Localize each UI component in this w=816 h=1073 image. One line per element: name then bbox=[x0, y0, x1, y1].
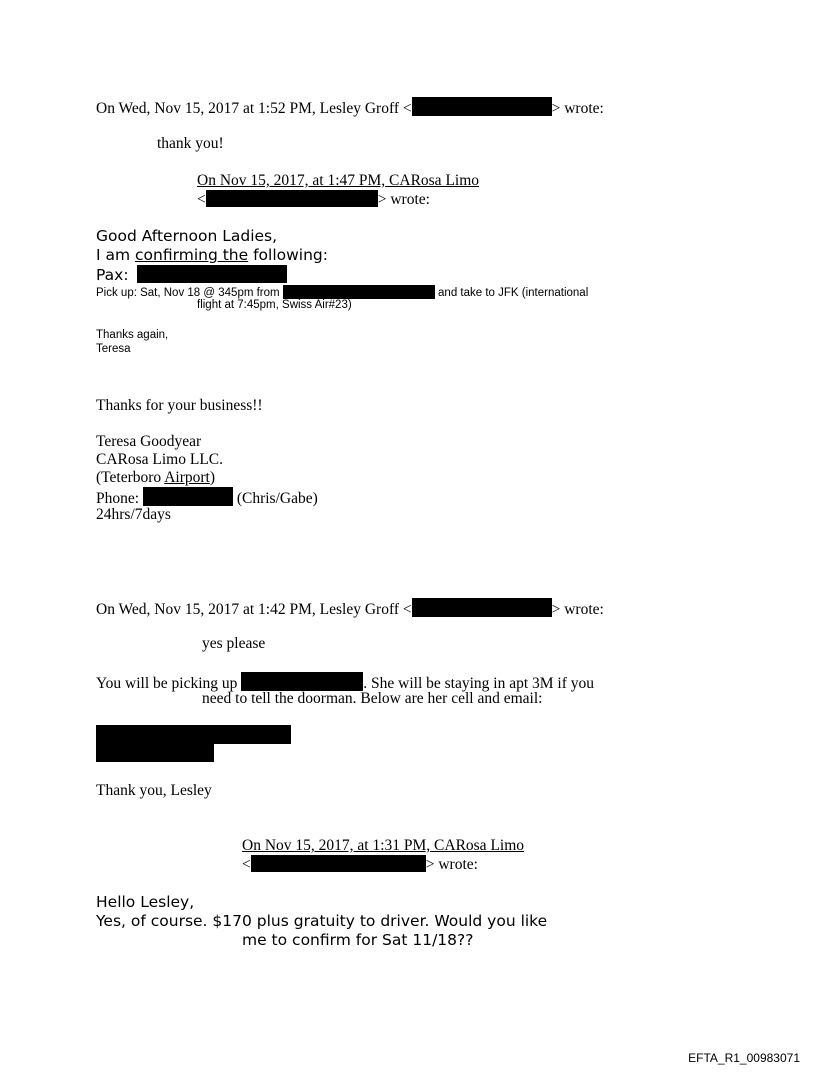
quote1-header-line1: On Nov 15, 2017, at 1:47 PM, CARosa Limo bbox=[197, 172, 480, 189]
quote1-confirm bbox=[96, 246, 328, 265]
phone-suffix: (Chris/Gabe) bbox=[236, 490, 318, 507]
quote2-header-line2 bbox=[242, 855, 478, 874]
email2-header bbox=[96, 598, 604, 619]
email1-header-suffix: > wrote: bbox=[551, 100, 604, 117]
signature-name: Teresa Goodyear bbox=[96, 433, 202, 450]
pickup-prefix: Pick up: Sat, Nov 18 @ 345pm from bbox=[96, 287, 280, 299]
quote1-header-wrote: > wrote: bbox=[377, 191, 430, 208]
location-post: ) bbox=[209, 469, 216, 486]
email1-header-prefix: On Wed, Nov 15, 2017 at 1:52 PM, Lesley Groff < bbox=[96, 100, 412, 117]
signature-phone bbox=[96, 487, 318, 508]
redacted-email bbox=[251, 855, 426, 872]
redacted-email bbox=[206, 190, 378, 207]
signature-thanks: Thanks for your business!! bbox=[96, 397, 263, 414]
signature-location bbox=[96, 469, 215, 487]
pickup-suffix: and take to JFK (international bbox=[438, 287, 589, 299]
quote1-pax bbox=[96, 265, 287, 285]
quote1-header bbox=[197, 172, 479, 190]
quote1-pickup-line2: flight at 7:45pm, Swiss Air#23) bbox=[197, 299, 352, 311]
email2-reply: yes please bbox=[202, 635, 266, 652]
document-id: EFTA_R1_00983071 bbox=[688, 1051, 800, 1065]
quote1-confirm-pre: I am bbox=[96, 246, 136, 264]
quote2-header-text: On Nov 15, 2017, at 1:31 PM, CARosa Limo bbox=[242, 837, 525, 854]
location-pre: (Teterboro bbox=[96, 469, 165, 486]
quote2-header-line1 bbox=[242, 837, 524, 855]
quote2-header-wrote: > wrote: bbox=[425, 856, 478, 873]
email2-header-prefix: On Wed, Nov 15, 2017 at 1:42 PM, Lesley Groff < bbox=[96, 601, 412, 618]
quote1-confirm-post: following: bbox=[248, 246, 328, 264]
email2-signoff: Thank you, Lesley bbox=[96, 782, 212, 799]
redacted-address bbox=[283, 285, 435, 299]
redacted-email bbox=[412, 598, 552, 617]
redacted-name bbox=[241, 672, 363, 691]
signature-company: CARosa Limo LLC. bbox=[96, 451, 224, 468]
email1-body: thank you! bbox=[157, 135, 224, 152]
location-underlined: Airport bbox=[164, 469, 210, 486]
email2-pickup-prefix: You will be picking up bbox=[96, 675, 238, 692]
quote2-header-lt: < bbox=[242, 856, 251, 873]
redacted-pax bbox=[137, 265, 287, 283]
email2-pickup-line2: need to tell the doorman. Below are her cell and email: bbox=[202, 690, 543, 707]
phone-label: Phone: bbox=[96, 490, 140, 507]
redacted-email bbox=[412, 97, 552, 116]
quote1-confirm-underlined: confirming the bbox=[135, 246, 249, 264]
quote1-header-line2 bbox=[197, 190, 430, 209]
quote2-body-line2: me to confirm for Sat 11/18?? bbox=[242, 931, 474, 949]
quote1-greeting: Good Afternoon Ladies, bbox=[96, 227, 278, 245]
pax-label: Pax: bbox=[96, 266, 129, 284]
redacted-cell bbox=[96, 725, 291, 744]
quote2-body-line1: Yes, of course. $170 plus gratuity to driver. Would you like bbox=[96, 912, 548, 930]
quote2-greeting: Hello Lesley, bbox=[96, 893, 195, 911]
signature-hours: 24hrs/7days bbox=[96, 506, 171, 523]
quote1-name: Teresa bbox=[96, 343, 131, 355]
email2-header-suffix: > wrote: bbox=[551, 601, 604, 618]
quote1-header-lt: < bbox=[197, 191, 206, 208]
email2-pickup-suffix: . She will be staying in apt 3M if you bbox=[363, 675, 595, 692]
redacted-email-address bbox=[96, 744, 214, 762]
quote1-pickup bbox=[96, 285, 588, 300]
email1-header bbox=[96, 97, 604, 118]
quote1-thanks-again: Thanks again, bbox=[96, 329, 169, 341]
redacted-phone bbox=[143, 487, 233, 506]
